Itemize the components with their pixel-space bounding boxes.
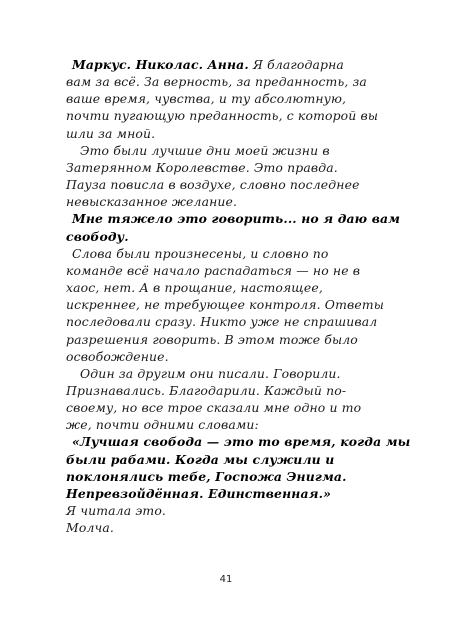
text-segment: Я читала это. <box>66 503 167 519</box>
text-segment: команде всё начало распадаться — но не в <box>66 262 361 278</box>
text-segment: ваше время, чувства, и ту абсолютную, <box>66 91 347 107</box>
text-segment: же, почти одними словами: <box>66 417 259 433</box>
bold-text-segment: Мне тяжело это говорить... но я даю вам <box>72 211 401 227</box>
text-line <box>66 382 386 399</box>
text-segment: шли за мной. <box>66 125 156 141</box>
text-segment: почти пугающую преданность, с которой вы <box>66 108 379 124</box>
bold-text-segment: «Лучшая свобода — это то время, когда мы <box>72 434 411 450</box>
text-segment: Пауза повисла в воздухе, словно последнее <box>66 177 360 193</box>
text-line <box>66 365 386 382</box>
text-line <box>66 416 386 433</box>
text-segment: Затерянном Королевстве. Это правда. <box>66 159 338 175</box>
text-line <box>66 90 386 107</box>
bold-text-segment: свободу. <box>66 228 129 244</box>
text-segment: Слова были произнесены, и словно по <box>72 245 329 261</box>
text-segment: Это были лучшие дни моей жизни в <box>80 142 330 158</box>
text-segment: последовали сразу. Никто уже не спрашивал <box>66 314 378 330</box>
text-line <box>66 176 386 193</box>
text-line <box>66 159 386 176</box>
text-line <box>66 228 386 245</box>
page-body-text <box>66 56 411 536</box>
text-line <box>66 331 386 348</box>
text-line <box>66 107 386 124</box>
text-segment: своему, но все трое сказали мне одно и то <box>66 400 362 416</box>
text-line <box>66 296 386 313</box>
text-line <box>66 348 386 365</box>
text-line <box>66 125 386 142</box>
text-segment: разрешения говорить. В этом тоже было <box>66 331 358 347</box>
text-line <box>66 313 386 330</box>
text-segment: Молча. <box>66 520 114 536</box>
text-line <box>66 451 386 468</box>
text-line <box>66 279 386 296</box>
text-segment: Я благодарна <box>248 57 344 72</box>
bold-text-segment: Непревзойдённая. Единственная.» <box>66 485 331 501</box>
text-line <box>66 142 386 159</box>
text-line <box>66 502 386 519</box>
text-segment: хаос, нет. А в прощание, настоящее, <box>66 280 323 296</box>
text-line <box>66 519 386 536</box>
text-segment: Признавались. Благодарили. Каждый по- <box>66 382 347 398</box>
bold-text-segment: были рабами. Когда мы служили и <box>66 451 335 467</box>
text-segment: вам за всё. За верность, за преданность, за <box>66 74 367 90</box>
text-line <box>66 485 386 502</box>
text-segment: невысказанное желание. <box>66 194 238 210</box>
text-line <box>66 399 386 416</box>
text-line <box>66 210 401 227</box>
page-number: 41 <box>219 574 233 585</box>
text-line <box>66 245 386 262</box>
text-line <box>66 433 411 450</box>
text-segment: искреннее, не требующее контроля. Ответы <box>66 297 384 313</box>
text-line <box>66 73 386 90</box>
text-segment: Один за другим они писали. Говорили. <box>80 365 341 381</box>
text-line <box>66 468 386 485</box>
text-line <box>66 56 386 73</box>
bold-text-segment: поклонялись тебе, Госпожа Энигма. <box>66 468 347 484</box>
bold-text-segment: Маркус. Николас. Анна. <box>72 57 249 72</box>
text-line <box>66 262 386 279</box>
text-segment: освобождение. <box>66 348 169 364</box>
text-line <box>66 193 386 210</box>
